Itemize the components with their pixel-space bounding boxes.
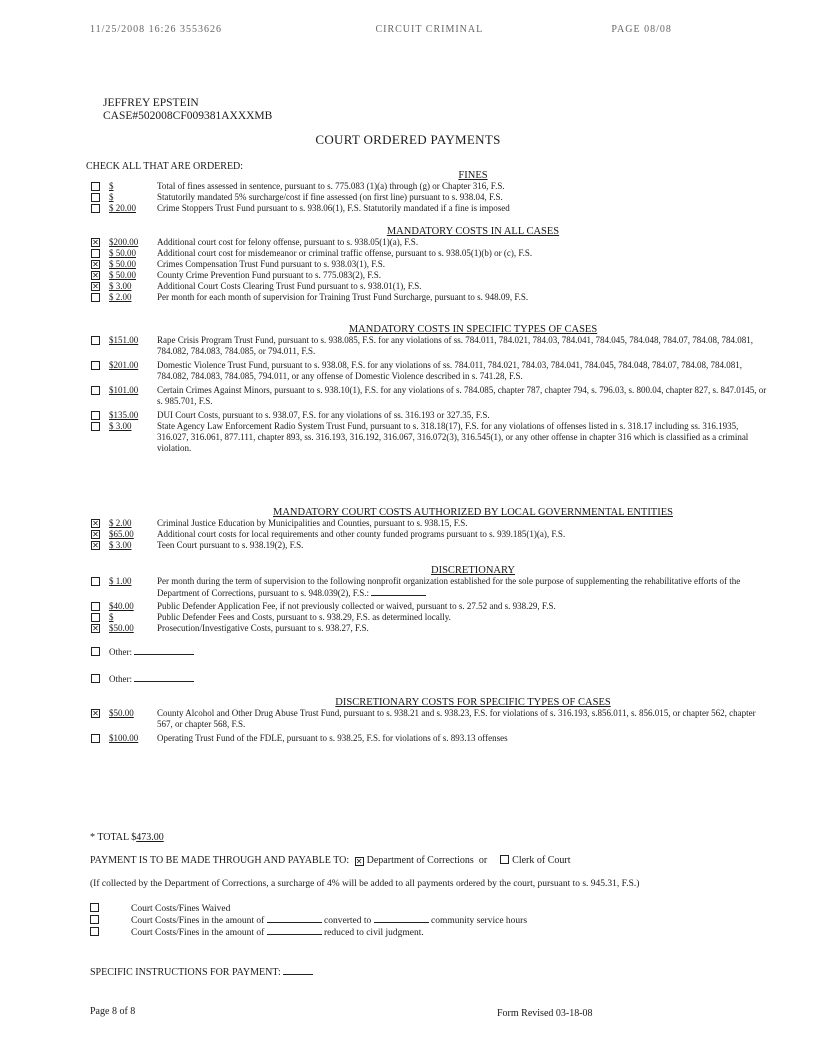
fax-header-right: PAGE 08/08	[611, 24, 672, 35]
checkbox-checked[interactable]: ✕	[92, 282, 99, 291]
checkbox-checked[interactable]: ✕	[92, 271, 99, 280]
description: Additional court costs for local requirements and other county funded programs pursuant to s. 939.185(1)(a), F.S.	[157, 529, 566, 539]
doc-option: Department of Corrections	[366, 855, 474, 866]
form-revised: Form Revised 03-18-08	[497, 1008, 593, 1019]
checkbox[interactable]	[91, 647, 100, 656]
amount: $ 50.00	[109, 270, 136, 280]
clerk-option: Clerk of Court	[512, 855, 571, 866]
section-discretionary	[0, 565, 816, 634]
checkbox[interactable]	[90, 903, 99, 912]
cost-row	[91, 733, 791, 744]
other-label	[109, 646, 194, 658]
doc-checkbox-checked[interactable]: ✕	[355, 857, 363, 866]
checkbox[interactable]	[91, 613, 100, 622]
hours-blank[interactable]	[374, 914, 429, 923]
description: Additional Court Costs Clearing Trust Fund pursuant to s. 938.01(1), F.S.	[157, 281, 422, 291]
checkbox[interactable]	[91, 336, 100, 345]
description: Certain Crimes Against Minors, pursuant to s. 938.10(1), F.S. for any violations of s. 784.085, chapter 787, chapter 794, s. 796.03, s. 800.04, chapter 827, s. 847.0145, or s. 985.701, F.S.	[157, 385, 767, 406]
surcharge-note: (If collected by the Department of Corrections, a surcharge of 4% will be added to all payments ordered by the court, pursuant to s. 945.31, F.S.)	[90, 879, 640, 889]
description: Operating Trust Fund of the FDLE, pursuant to s. 938.25, F.S. for violations of s. 893.13 offenses	[157, 733, 508, 743]
checkbox[interactable]	[91, 674, 100, 683]
cost-row	[91, 270, 791, 281]
checkbox[interactable]	[91, 293, 100, 302]
checkbox[interactable]	[91, 361, 100, 370]
description: Public Defender Fees and Costs, pursuant to s. 938.29, F.S. as determined locally.	[157, 612, 451, 622]
payment-label: PAYMENT IS TO BE MADE THROUGH AND PAYABLE TO:	[90, 855, 350, 866]
cost-row	[91, 410, 791, 421]
conversion-row	[90, 914, 527, 926]
cost-row	[91, 259, 791, 270]
amount: $200.00	[109, 237, 139, 247]
clerk-checkbox[interactable]	[500, 855, 509, 864]
cost-row	[91, 385, 791, 407]
description: State Agency Law Enforcement Radio System Trust Fund, pursuant to s. 318.18(17), F.S. for any violations of offenses listed in s. 318.17 including ss. 316.1935, 316.027, 316.061, 877.111, chapter 893, ss. 316.193, 316.192, 316.067, 316.072(3), 316.545(1), or any other offense in chapter 316 which is classified as a criminal violation.	[157, 421, 749, 453]
fax-header-center: CIRCUIT CRIMINAL	[375, 24, 483, 35]
description: Public Defender Application Fee, if not previously collected or waived, pursuant to s. 27.52 and s. 938.29, F.S.	[157, 601, 556, 611]
defendant-name: JEFFREY EPSTEIN	[103, 97, 199, 109]
amount: $151.00	[109, 335, 139, 345]
section-discretionary-specific	[0, 697, 816, 744]
section-mandatory-specific	[0, 324, 816, 454]
civil-judgment-row	[90, 926, 424, 938]
amount: $ 50.00	[109, 248, 136, 258]
checkbox[interactable]	[90, 915, 99, 924]
section-heading: FINES	[458, 170, 488, 181]
payment-line	[90, 855, 571, 866]
cost-row	[91, 237, 791, 248]
waiver-row	[90, 902, 230, 914]
or-text: or	[478, 855, 488, 866]
checkbox[interactable]	[91, 249, 100, 258]
cost-row	[91, 529, 791, 540]
amount: $50.00	[109, 708, 134, 718]
description: DUI Court Costs, pursuant to s. 938.07, F.S. for any violations of ss. 316.193 or 327.35, F.S.	[157, 410, 490, 420]
section-heading: MANDATORY COSTS IN ALL CASES	[386, 226, 560, 237]
checkbox-checked[interactable]: ✕	[92, 530, 99, 539]
fax-header-left: 11/25/2008 16:26 3553626	[90, 24, 222, 35]
amount: $135.00	[109, 410, 139, 420]
cost-row	[91, 335, 791, 357]
cost-row	[91, 612, 791, 623]
fine-row	[91, 192, 791, 203]
description: Additional court cost for felony offense, pursuant to s. 938.05(1)(a), F.S.	[157, 237, 419, 247]
description: Teen Court pursuant to s. 938.19(2), F.S.	[157, 540, 304, 550]
amount: $ 20.00	[109, 203, 136, 213]
other-label-text: Other:	[109, 647, 132, 657]
amount: $	[109, 612, 114, 622]
organization-blank[interactable]	[371, 587, 426, 596]
description: Additional court cost for misdemeanor or criminal traffic offense, pursuant to s. 938.05(1)(b) or (c), F.S.	[157, 248, 533, 258]
checkbox-checked[interactable]: ✕	[92, 709, 99, 718]
other-label-text: Other:	[109, 674, 132, 684]
total-label: * TOTAL $	[90, 832, 137, 843]
checkbox[interactable]	[91, 734, 100, 743]
description: Domestic Violence Trust Fund, pursuant to s. 938.08, F.S. for any violations of ss. 784.011, 784.021, 784.03, 784.041, 784.045, 784.048, 784.07, 784.08, 784.081, 784.082, 784.083, 784.085, 794.011, or any offense of Domestic Violence described in s. 741.28, F.S.	[157, 360, 742, 381]
checkbox[interactable]	[91, 182, 100, 191]
amount: $ 50.00	[109, 259, 136, 269]
fine-row	[91, 181, 791, 192]
amount-blank[interactable]	[267, 914, 322, 923]
checkbox[interactable]	[91, 386, 100, 395]
cost-row	[91, 248, 791, 259]
amount: $ 2.00	[109, 292, 132, 302]
checkbox[interactable]	[91, 411, 100, 420]
total-value: 473.00	[136, 832, 164, 843]
checkbox-checked[interactable]: ✕	[92, 238, 99, 247]
fine-row	[91, 203, 791, 214]
specific-instructions-label: SPECIFIC INSTRUCTIONS FOR PAYMENT:	[90, 967, 281, 978]
description: Per month for each month of supervision for Training Trust Fund Surcharge, pursuant to s. 948.09, F.S.	[157, 292, 529, 302]
amount-blank[interactable]	[267, 926, 322, 935]
checkbox-checked[interactable]: ✕	[92, 519, 99, 528]
amount: $65.00	[109, 529, 134, 539]
amount: $	[109, 192, 114, 202]
section-heading: DISCRETIONARY	[430, 565, 515, 576]
section-mandatory-all	[0, 226, 816, 303]
civil-text-a: Court Costs/Fines in the amount of	[131, 928, 265, 938]
checkbox-checked[interactable]: ✕	[92, 624, 99, 633]
cost-row	[91, 518, 791, 529]
description: Rape Crisis Program Trust Fund, pursuant to s. 938.085, F.S. for any violations of ss. 784.011, 784.021, 784.03, 784.041, 784.045, 784.048, 784.07, 784.08, 784.081, 784.082, 784.083, 784.085, or 794.011, F.S.	[157, 335, 753, 356]
conversion-text-c: community service hours	[430, 916, 528, 926]
waiver-text: Court Costs/Fines Waived	[131, 904, 231, 914]
amount: $40.00	[109, 601, 134, 611]
cost-row	[91, 623, 791, 634]
cost-row	[91, 576, 791, 599]
fax-header	[90, 24, 672, 35]
conversion-text-b: converted to	[324, 916, 372, 926]
amount: $50.00	[109, 623, 134, 633]
case-number: CASE#502008CF009381AXXXMB	[103, 110, 273, 122]
description-text: Per month during the term of supervision to the following nonprofit organization established for the sole purpose of supplementing the rehabilitative efforts of the Department of Corrections, pursuant to s. 948.039(2), F.S.:	[157, 576, 741, 598]
checkbox[interactable]	[91, 422, 100, 431]
other-blank[interactable]	[134, 646, 194, 655]
section-heading: MANDATORY COURT COSTS AUTHORIZED BY LOCAL GOVERNMENTAL ENTITIES	[273, 507, 673, 518]
checkbox-checked[interactable]: ✕	[92, 260, 99, 269]
amount: $101.00	[109, 385, 139, 395]
description: Crimes Compensation Trust Fund pursuant to s. 938.03(1), F.S.	[157, 259, 386, 269]
description: County Alcohol and Other Drug Abuse Trust Fund, pursuant to s. 938.21 and s. 938.23, F.S. for violations of s. 316.193, s.856.011, s. 856.015, or chapter 562, chapter 567, or chapter 568, F.S.	[157, 708, 756, 729]
amount: $100.00	[109, 733, 139, 743]
page-title: COURT ORDERED PAYMENTS	[315, 132, 501, 147]
description: Statutorily mandated 5% surcharge/cost if fine assessed (on first line) pursuant to s. 938.04, F.S.	[157, 192, 503, 202]
description	[157, 576, 772, 599]
description: County Crime Prevention Fund pursuant to s. 775.083(2), F.S.	[157, 270, 382, 280]
total-line	[90, 832, 164, 843]
other-line-2	[0, 673, 816, 685]
specific-instructions	[90, 966, 313, 978]
other-blank[interactable]	[134, 673, 194, 682]
checkbox[interactable]	[90, 927, 99, 936]
amount: $ 3.00	[109, 540, 132, 550]
cost-row	[91, 292, 791, 303]
section-local-entities	[0, 507, 816, 551]
description: Criminal Justice Education by Municipalities and Counties, pursuant to s. 938.15, F.S.	[157, 518, 468, 528]
page-number: Page 8 of 8	[90, 1006, 136, 1017]
checkbox-checked[interactable]: ✕	[92, 541, 99, 550]
cost-row	[91, 360, 791, 382]
amount: $ 3.00	[109, 421, 132, 431]
description: Total of fines assessed in sentence, pursuant to s. 775.083 (1)(a) through (g) or Chapter 316, F.S.	[157, 181, 505, 191]
cost-row	[91, 708, 791, 730]
cost-row	[91, 281, 791, 292]
checkbox[interactable]	[91, 577, 100, 586]
amount: $	[109, 181, 114, 191]
amount: $ 3.00	[109, 281, 132, 291]
conversion-text-a: Court Costs/Fines in the amount of	[131, 916, 265, 926]
checkbox[interactable]	[91, 602, 100, 611]
section-heading: MANDATORY COSTS IN SPECIFIC TYPES OF CASES	[348, 324, 598, 335]
other-line-1	[0, 646, 816, 658]
amount: $201.00	[109, 360, 139, 370]
other-row	[91, 673, 791, 685]
check-all-instruction: CHECK ALL THAT ARE ORDERED:	[86, 161, 244, 172]
description: Prosecution/Investigative Costs, pursuant to s. 938.27, F.S.	[157, 623, 369, 633]
cost-row	[91, 421, 791, 454]
amount: $ 1.00	[109, 576, 132, 586]
cost-row	[91, 601, 791, 612]
checkbox[interactable]	[91, 204, 100, 213]
section-heading: DISCRETIONARY COSTS FOR SPECIFIC TYPES OF CASES	[335, 697, 611, 708]
section-fines	[0, 170, 816, 214]
cost-row	[91, 540, 791, 551]
amount: $ 2.00	[109, 518, 132, 528]
checkbox[interactable]	[91, 193, 100, 202]
description: Crime Stoppers Trust Fund pursuant to s. 938.06(1), F.S. Statutorily mandated if a fine is imposed	[157, 203, 510, 213]
other-label	[109, 673, 194, 685]
instructions-blank[interactable]	[283, 966, 313, 975]
other-row	[91, 646, 791, 658]
civil-text-b: reduced to civil judgment.	[324, 928, 424, 938]
